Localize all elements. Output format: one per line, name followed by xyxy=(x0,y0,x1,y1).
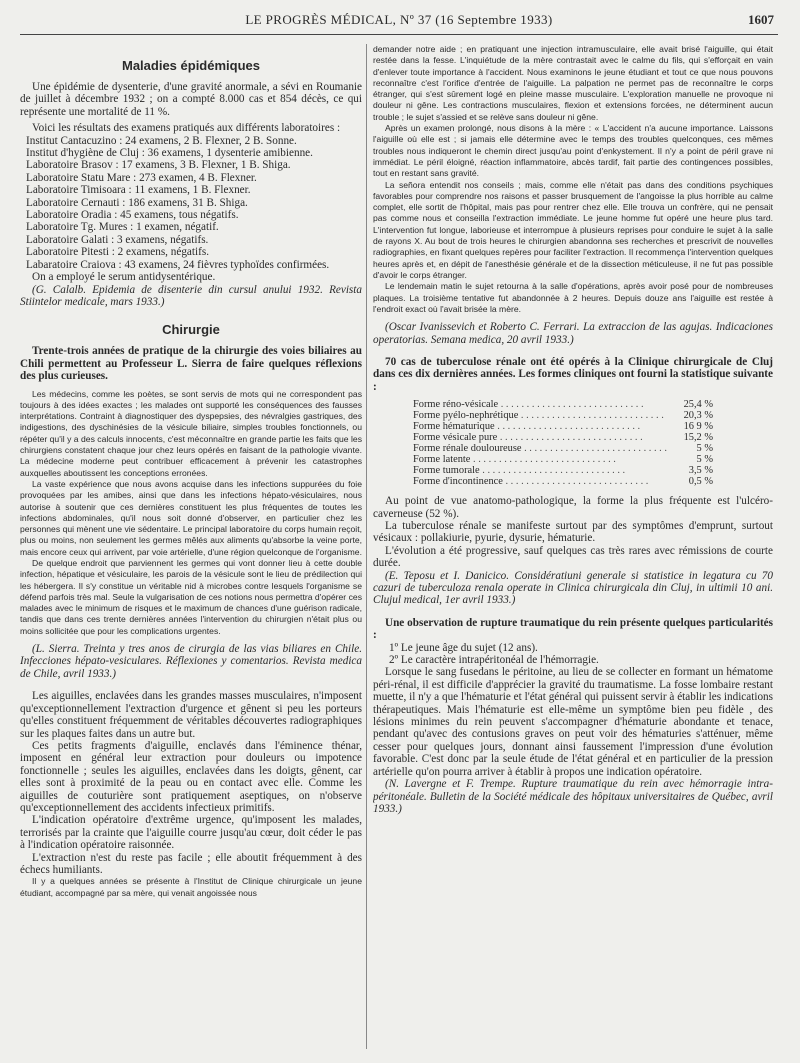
dysentery-reference: (G. Calalb. Epidemia de disenterie din cursul anului 1932. Revista Stiintelor medicale, mars 1933.) xyxy=(20,283,362,308)
biliary-paragraph: De quelque endroit que parviennent les germes qui vont donner lieu à cette double infection, hépatique et vésiculaire, les parois de la vésicule sont le lieu de prédilection qui les hébergera. Il s'y constitue un véritable nid à microbes contre lesquels l'organisme se défend parfois très mal. Seule la vulgarisation de ces notions nous permettra d'opérer ces malades avec le minimum de risques et le maximum de chances d'une guérison radicale, tandis que dans ces trente dernières années l'intervention du chirurgien n'était plus ou moins sollicitée que pour les complications urgentes. xyxy=(20,557,362,636)
stat-value: 5 % xyxy=(696,443,713,455)
stat-label: Forme latente . . . xyxy=(413,454,667,465)
stat-label: Forme rénale douloureuse . . . xyxy=(413,443,667,454)
lab-result-item: Laboratoire Brasov : 17 examens, 3 B. Flexner, 1 B. Shiga. xyxy=(26,159,291,172)
table-row xyxy=(413,432,713,443)
biliary-paragraph: La vaste expérience que nous avons acquise dans les infections suppurées du foie provoquées par les amibes, ainsi que dans les infections hépato-vésiculaires, nous autorise à soutenir que ces dernières constituent les plus fréquentes de toutes les infections abdominales, qu'il nous soit donné d'observer, en particulier chez les personnes qui mènent une vie sédentaire. Le principal laboratoire du corps humain reçoit, plus ou moins, non seulement les germes mêlés aux aliments qu'absorbe la veine porte, mais encore ceux qui arrivent, par voie artérielle, d'une région quelconque de l'organisme. xyxy=(20,478,362,557)
stat-value: 20,3 % xyxy=(683,410,713,422)
stat-value: 16 9 % xyxy=(683,421,713,433)
table-row xyxy=(413,410,713,421)
stat-label: Forme hématurique . . . xyxy=(413,421,667,432)
needles-paragraph: L'extraction n'est du reste pas facile ; elle aboutit fréquemment à des échecs humiliants. xyxy=(20,851,362,876)
needles-paragraph: Il y a quelques années se présente à l'Institut de Clinique chirurgicale un jeune étudiant, accompagné par sa mère, qui venait angoissée nous xyxy=(20,876,362,898)
needle-case-paragraph: La señora entendit nos conseils ; mais, comme elle n'était pas dans des conditions psychiques favorables pour comprendre nos raisons et passer brusquement de l'angoisse la plus horrible au calme complet, elle sortit de l'hôpital, mais pas pour rentrer chez elle. Elle trouva un confrère, qui ne pensait pas comme nous et conseilla l'extraction immédiate. Le jeune homme fut opéré une heure plus tard. L'intervention fut longue, laborieuse et interrompue à plusieurs reprises pour conduire le sujet à la salle de rayons X. Au bout de trois heures le chirurgien abandonna ses recherches et prescrivit de nouvelles radiographies, en fixant quelques repères pour faciliter l'extraction. Il recommença l'intervention quelques heures après et, en dépit de l'anesthésie générale et de la dissection méticuleuse, il ne fut pas possible d'avoir le corps étranger. xyxy=(373,179,773,280)
lab-result-item: Laboratoire Pitesti : 2 examens, négatifs. xyxy=(26,246,209,259)
table-row xyxy=(413,443,713,454)
stat-value: 3,5 % xyxy=(688,465,713,477)
lab-result-item: Laboratoire Statu Mare : 273 examen, 4 B. Flexner. xyxy=(26,171,257,184)
kidney-rupture-paragraph: Lorsque le sang fusedans le péritoine, au lieu de se collecter en formant un hématome péri-rénal, il est difficile d'apprécier la gravité du traumatisme. La fosse lombaire restant muette, il n'y a que l'hématurie et l'état général qui puissent servir à établir les indications thérapeutiques. Mais l'hématurie est elle-même un symptôme bien peu fidèle , des lésions minimes du rein peuvent s'accompagner d'hématurie abondante et tenace, pendant qu'avec des contusions graves on peut voir des hématuries s'atténuer, même cesser pour quelques jours, donnant ainsi faussement l'impression d'une évolution favorable. C'est donc par la seule étude de l'état général et en particulier de la pression artérielle qu'on pourra arriver à établir à propos une indication opératoire. xyxy=(373,666,773,778)
tuberculosis-lead: 70 cas de tuberculose rénale ont été opérés à la Clinique chirurgicale de Cluj dans ces dix dernières années. Les formes cliniques ont fourni la statistique suivante : xyxy=(373,355,773,393)
stat-label: Forme vésicale pure . . . xyxy=(413,432,667,443)
kidney-rupture-reference: (N. Lavergne et F. Trempe. Rupture traumatique du rein avec hémorragie intra-péritonéale. Bulletin de la Société médicale des hôpitaux universitaires de Québec, avril 1933.) xyxy=(373,778,773,815)
needles-paragraph: Ces petits fragments d'aiguille, enclavés dans l'éminence thénar, imposent en général leur extraction pour douleurs ou impotence fonctionnelle ; seules les aiguilles, enclavées dans les doigts, gênent, car elles sont à proximité de la peau ou en contact avec elle. Comme les aiguilles de couturière sont pratiquement aseptiques, on n'observe qu'exceptionnellement des accidents infectieux primitifs. xyxy=(20,739,362,814)
tuberculosis-statistics-table xyxy=(413,399,713,487)
lab-result-item: Labaratoire Craiova : 43 examens, 24 fièvres typhoïdes confirmées. xyxy=(26,258,330,271)
table-row xyxy=(413,454,713,465)
stat-value: 25,4 % xyxy=(683,399,713,411)
biliary-surgery-lead: Trente-trois années de pratique de la chirurgie des voies biliaires au Chili permettent au Professeur L. Sierra de faire quelques réflexions des plus curieuses. xyxy=(20,345,362,383)
stat-value: 5 % xyxy=(696,454,713,466)
biliary-paragraph: Les médecins, comme les poètes, se sont servis de mots qui ne correspondent pas toujours à des idées exactes ; les malades ont supporté les conséquences des fausses interprétations. Contraint à diagnostiquer des dyspepsies, des névralgies gastriques, des indigestions, des dyschinésies de la vésicule biliaire, simples troubles fonctionnels, ou répéter qu'il y a des calculs innocents, c'est méconnaître en grande partie les faits que les chirurgiens constatent chaque jour chez leurs opérés en faisant de la pathologie vivante. La médecine moderne peut contribuer efficacement à prévenir les catastrophes auxquelles aboutissent les conceptions erronées. xyxy=(20,388,362,478)
lab-result-item: Laboratoire Timisoara : 11 examens, 1 B. Flexner. xyxy=(26,184,251,197)
kidney-rupture-lead: Une observation de rupture traumatique du rein présente quelques particularités : xyxy=(373,616,773,642)
lab-result-item: Institut Cantacuzino : 24 examens, 2 B. Flexner, 2 B. Sonne. xyxy=(26,134,297,147)
table-row xyxy=(413,399,713,410)
kidney-rupture-item: 1º Le jeune âge du sujet (12 ans). xyxy=(389,641,538,654)
lab-result-item: Laboratoire Tg. Mures : 1 examen, négatif. xyxy=(26,221,219,234)
stat-label: Forme tumorale . . . xyxy=(413,465,667,476)
needles-paragraph: L'indication opératoire d'extrême urgence, qu'imposent les malades, terrorisés par la crainte que l'aiguille courre jusqu'au cœur, doit céder le pas à l'indication opératoire raisonnée. xyxy=(20,814,362,852)
tuberculosis-paragraph: La tuberculose rénale se manifeste surtout par des symptômes d'emprunt, surtout vésicaux : pollakiurie, pyurie, dysurie, hématurie. xyxy=(373,519,773,545)
stat-label: Forme d'incontinence . . . xyxy=(413,476,667,487)
needle-reference: (Oscar Ivanissevich et Roberto C. Ferrari. La extraccion de las agujas. Indicaciones operatorias. Semana medica, 20 avril 1933.) xyxy=(373,321,773,346)
table-row xyxy=(413,465,713,476)
needle-case-paragraph: demander notre aide ; en pratiquant une injection intramusculaire, elle avait brisé l'aiguille, qui était restée dans la fesse. L'inquiétude de la mère contrastait avec le calme du fils, qui s'efforçait en vain d'enlever toute importance à l'accident. Nous examinons le jeune étudiant et tout ce que nous pouvons reconnaître c'est l'orifice d'entrée de l'aiguille. La palpation ne permet pas de reconnaître le corps étranger, qui s'est sûrement logé en pleine masse musculaire. L'exploration manuelle ne provoque ni douleur ni gêne. Les contractions musculaires, flexion et extensions forcées, ne déterminent aucun trouble ; le sujet s'assied et se relève sans douleur ni gêne. xyxy=(373,44,773,122)
tuberculosis-paragraph: L'évolution a été progressive, sauf quelques cas très rares avec rémissions de courte durée. xyxy=(373,544,773,570)
tuberculosis-paragraph: Au point de vue anatomo-pathologique, la forme la plus fréquente est l'ulcéro-caverneuse (52 %). xyxy=(373,495,773,520)
kidney-rupture-item: 2º Le caractère intrapéritonéal de l'hémorragie. xyxy=(389,654,599,667)
needle-case-paragraph: Après un examen prolongé, nous disons à la mère : « L'accident n'a aucune importance. Laissons l'aiguille où elle est ; si jamais elle détermine avec le temps des troubles quelconques, ces mêmes troubles nous indiqueront le chemin direct jusqu'au point d'enkystement. Il n'y a point de péril grave ni immédiat. Le péril éloigné, réaction inflammatoire, abcès tardif, fait partie des contingences possibles, tout en restant sans gravité. xyxy=(373,123,773,179)
section-title-epidemics: Maladies épidémiques xyxy=(122,58,260,73)
left-column xyxy=(20,44,362,899)
lab-result-item: Laboratoire Cernauti : 186 examens, 31 B. Shiga. xyxy=(26,196,248,209)
stat-value: 0,5 % xyxy=(688,476,713,488)
stat-value: 15,2 % xyxy=(683,432,713,444)
dysentery-intro: Une épidémie de dysenterie, d'une gravité anormale, a sévi en Roumanie de juillet à décembre 1932 ; on a compté 8.000 cas et 854 décès, ce qui représente une mortalité de 11 %. xyxy=(20,81,362,118)
right-column xyxy=(373,44,773,815)
lab-result-item: Laboratoire Galati : 3 examens, négatifs. xyxy=(26,233,209,246)
serum-note: On a employé le serum antidysentérique. xyxy=(32,271,216,284)
tuberculosis-reference: (E. Teposu et I. Danicico. Considératiuni generale si statistice in legatura cu 70 cazuri de tuberculoza renala operate in Clinica chirurgicala din Cluj, in ultimii 10 ani. Clujul medical, 1er avril 1933.) xyxy=(373,569,773,607)
lab-results-list xyxy=(20,135,362,271)
header-title: LE PROGRÈS MÉDICAL, Nº 37 (16 Septembre 1933) xyxy=(245,12,553,27)
running-header xyxy=(20,8,778,35)
stat-label: Forme pyélo-nephrétique . . . xyxy=(413,410,667,421)
stat-label: Forme réno-vésicale . . . xyxy=(413,399,667,410)
lab-result-item: Laboratoire Oradia : 45 examens, tous négatifs. xyxy=(26,209,239,222)
table-row xyxy=(413,476,713,487)
dysentery-results-intro: Voici les résultats des examens pratiqués aux différents laboratoires : xyxy=(32,122,341,135)
needle-case-paragraph: Le lendemain matin le sujet retourna à la salle d'opérations, après avoir posé pour de nombreuses plaques. La troisième tentative fut abandonnée à 2 heures. Depuis douze ans l'aiguille est restée à l'endroit exact où l'avait brisée la mère. xyxy=(373,281,773,314)
column-divider xyxy=(366,44,367,1049)
biliary-reference: (L. Sierra. Treinta y tres anos de cirurgia de las vias biliares en Chile. Infecciones hépato-vesiculares. Réflexiones y comentarios. Revista medica de Chile, avril 1933.) xyxy=(20,643,362,680)
table-row xyxy=(413,421,713,432)
page-number: 1607 xyxy=(748,12,774,27)
lab-result-item: Institut d'hygiène de Cluj : 36 examens, 1 dysenterie amibienne. xyxy=(26,147,313,160)
section-title-surgery: Chirurgie xyxy=(162,322,220,338)
needles-paragraph: Les aiguilles, enclavées dans les grandes masses musculaires, n'imposent qu'exceptionnellement l'extraction d'urgence et gênent si peu les porteurs qu'elles constituent fréquemment de véritables découvertes radiographiques sur les plaques faites dans un autre but. xyxy=(20,690,362,740)
